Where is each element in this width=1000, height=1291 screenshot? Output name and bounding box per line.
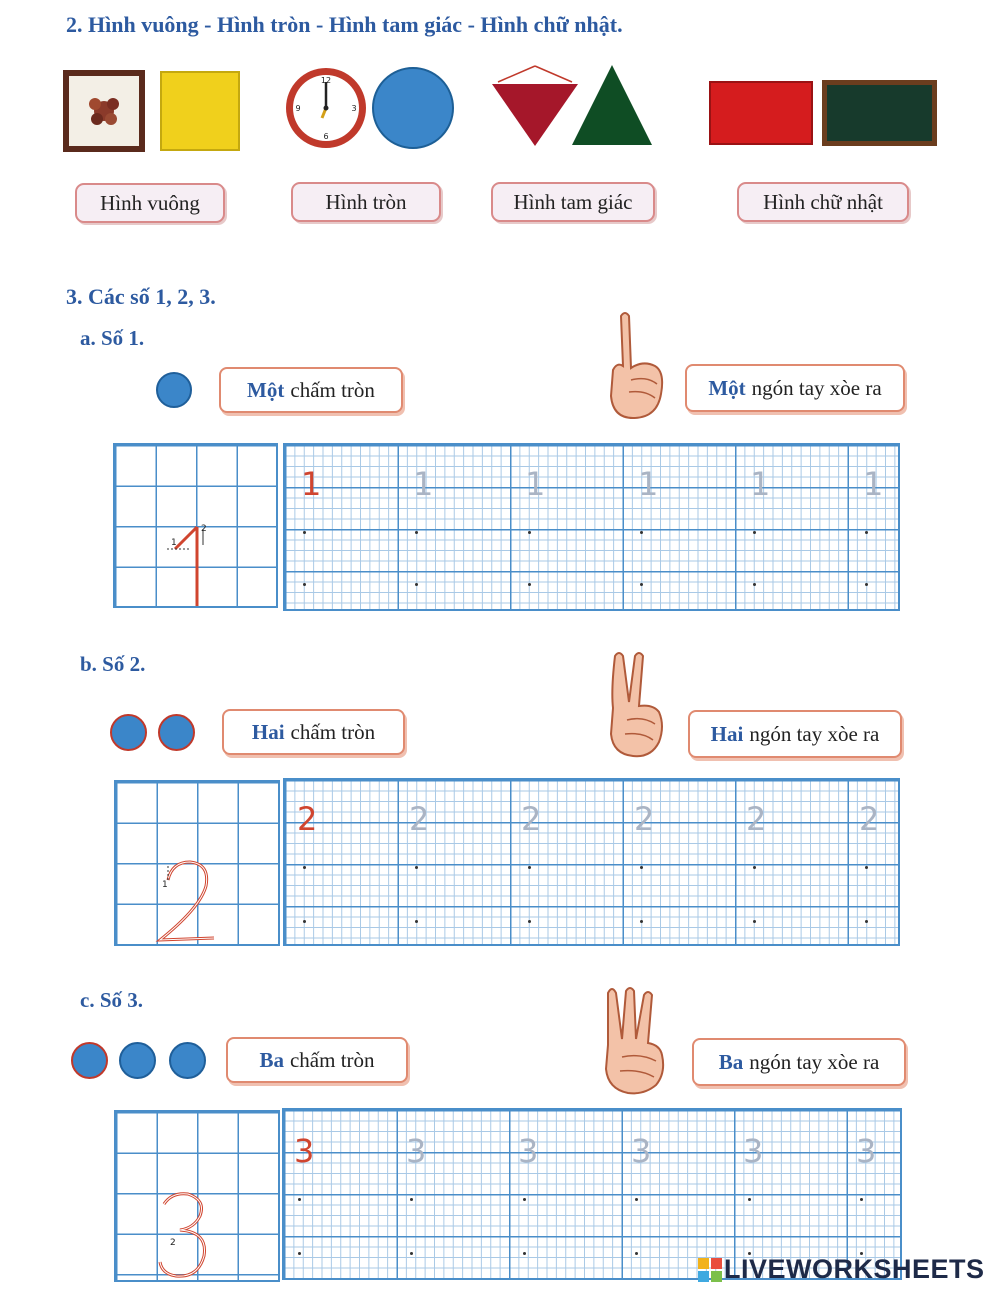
start-dot <box>298 1252 301 1255</box>
section-2-heading: 2. Hình vuông - Hình tròn - Hình tam giác - Hình chữ nhật. <box>66 12 623 37</box>
caption-three-dots <box>226 1037 408 1083</box>
section-3-heading: 3. Các số 1, 2, 3. <box>66 284 216 309</box>
faint-digit: 1 <box>413 465 434 503</box>
stroke-number-2: 2 <box>170 1238 176 1248</box>
faint-digit: 2 <box>746 800 767 838</box>
chalkboard-rectangle <box>822 80 937 146</box>
framed-picture-square <box>63 70 145 152</box>
caption-text: ngón tay xòe ra <box>749 1049 880 1074</box>
faint-digit: 1 <box>638 465 659 503</box>
start-dot <box>528 583 531 586</box>
model-digit: 3 <box>294 1132 315 1170</box>
traced-digit-1 <box>115 445 276 606</box>
caption-two-fingers <box>688 710 902 758</box>
faint-digit: 2 <box>634 800 655 838</box>
caption-text: ngón tay xòe ra <box>751 375 882 400</box>
start-dot <box>753 531 756 534</box>
caption-bold: Ba <box>718 1049 744 1074</box>
start-dot <box>753 866 756 869</box>
label-square: Hình vuông <box>75 183 225 223</box>
model-digit: 1 <box>301 465 322 503</box>
svg-text:12: 12 <box>320 76 332 85</box>
stroke-number-1: 1 <box>171 538 177 548</box>
label-circle: Hình tròn <box>291 182 441 222</box>
start-dot <box>303 920 306 923</box>
subsection-c-title: c. Số 3. <box>80 988 143 1012</box>
green-triangle <box>570 63 654 147</box>
faint-digit: 3 <box>743 1132 764 1170</box>
start-dot <box>635 1252 638 1255</box>
start-dot <box>523 1252 526 1255</box>
start-dot <box>640 531 643 534</box>
traced-digit-2 <box>116 782 278 944</box>
start-dot <box>753 920 756 923</box>
caption-text: ngón tay xòe ra <box>749 721 880 746</box>
start-dot <box>528 531 531 534</box>
start-dot <box>528 920 531 923</box>
practice-grid-digit-1[interactable] <box>283 443 900 611</box>
start-dot <box>410 1198 413 1201</box>
start-dot <box>748 1198 751 1201</box>
start-dot <box>865 920 868 923</box>
subsection-b-title: b. Số 2. <box>80 652 146 676</box>
red-inverted-triangle <box>490 64 580 150</box>
faint-digit: 3 <box>856 1132 877 1170</box>
caption-one-dot <box>219 367 403 413</box>
faint-digit: 3 <box>518 1132 539 1170</box>
faint-digit: 2 <box>409 800 430 838</box>
start-dot <box>415 531 418 534</box>
caption-two-dots <box>222 709 405 755</box>
start-dot <box>640 583 643 586</box>
start-dot <box>410 1252 413 1255</box>
start-dot <box>415 583 418 586</box>
label-rectangle: Hình chữ nhật <box>737 182 909 222</box>
caption-one-finger <box>685 364 905 412</box>
faint-digit: 1 <box>863 465 884 503</box>
start-dot <box>860 1198 863 1201</box>
caption-three-fingers <box>692 1038 906 1086</box>
start-dot <box>415 920 418 923</box>
caption-text: chấm tròn <box>290 377 375 402</box>
blue-circle <box>372 67 454 149</box>
faint-digit: 2 <box>859 800 880 838</box>
start-dot <box>865 531 868 534</box>
caption-bold: Hai <box>251 719 285 744</box>
model-digit: 2 <box>297 800 318 838</box>
practice-grid-digit-2[interactable] <box>283 778 900 946</box>
start-dot <box>303 866 306 869</box>
demo-box-digit-3 <box>114 1110 280 1282</box>
start-dot <box>753 583 756 586</box>
start-dot <box>640 866 643 869</box>
faint-digit: 1 <box>525 465 546 503</box>
hand-two-fingers-icon <box>603 650 667 760</box>
faint-digit: 2 <box>521 800 542 838</box>
demo-box-digit-2 <box>114 780 280 946</box>
caption-text: chấm tròn <box>290 719 376 744</box>
clock-icon <box>284 66 368 150</box>
start-dot <box>303 531 306 534</box>
liveworksheets-logo[interactable]: LIVEWORKSHEETS <box>724 1254 985 1284</box>
red-rectangle <box>709 81 813 145</box>
yellow-square <box>160 71 240 151</box>
faint-digit: 3 <box>631 1132 652 1170</box>
caption-bold: Một <box>708 375 746 400</box>
svg-text:3: 3 <box>351 104 357 113</box>
start-dot <box>865 866 868 869</box>
start-dot <box>640 920 643 923</box>
dot <box>156 372 192 408</box>
caption-bold: Một <box>247 377 285 402</box>
dot <box>71 1042 108 1079</box>
start-dot <box>635 1198 638 1201</box>
caption-text: chấm tròn <box>289 1047 375 1072</box>
svg-text:9: 9 <box>295 104 301 113</box>
caption-bold: Ba <box>259 1047 284 1072</box>
dot <box>169 1042 206 1079</box>
liveworksheets-logo-icon <box>698 1258 722 1282</box>
start-dot <box>303 583 306 586</box>
faint-digit: 3 <box>406 1132 427 1170</box>
svg-text:6: 6 <box>323 132 329 141</box>
hand-one-finger-icon <box>603 310 667 422</box>
start-dot <box>523 1198 526 1201</box>
stroke-number-1: 1 <box>162 880 168 890</box>
faint-digit: 1 <box>750 465 771 503</box>
start-dot <box>865 583 868 586</box>
dot <box>119 1042 156 1079</box>
start-dot <box>415 866 418 869</box>
subsection-a-title: a. Số 1. <box>80 326 145 350</box>
stroke-number-2: 2 <box>201 524 207 534</box>
dot <box>158 714 195 751</box>
start-dot <box>298 1198 301 1201</box>
hand-three-fingers-icon <box>600 985 670 1097</box>
demo-box-digit-1 <box>113 443 278 608</box>
start-dot <box>528 866 531 869</box>
label-triangle: Hình tam giác <box>491 182 655 222</box>
traced-digit-3 <box>116 1112 278 1280</box>
dot <box>110 714 147 751</box>
caption-bold: Hai <box>710 721 744 746</box>
